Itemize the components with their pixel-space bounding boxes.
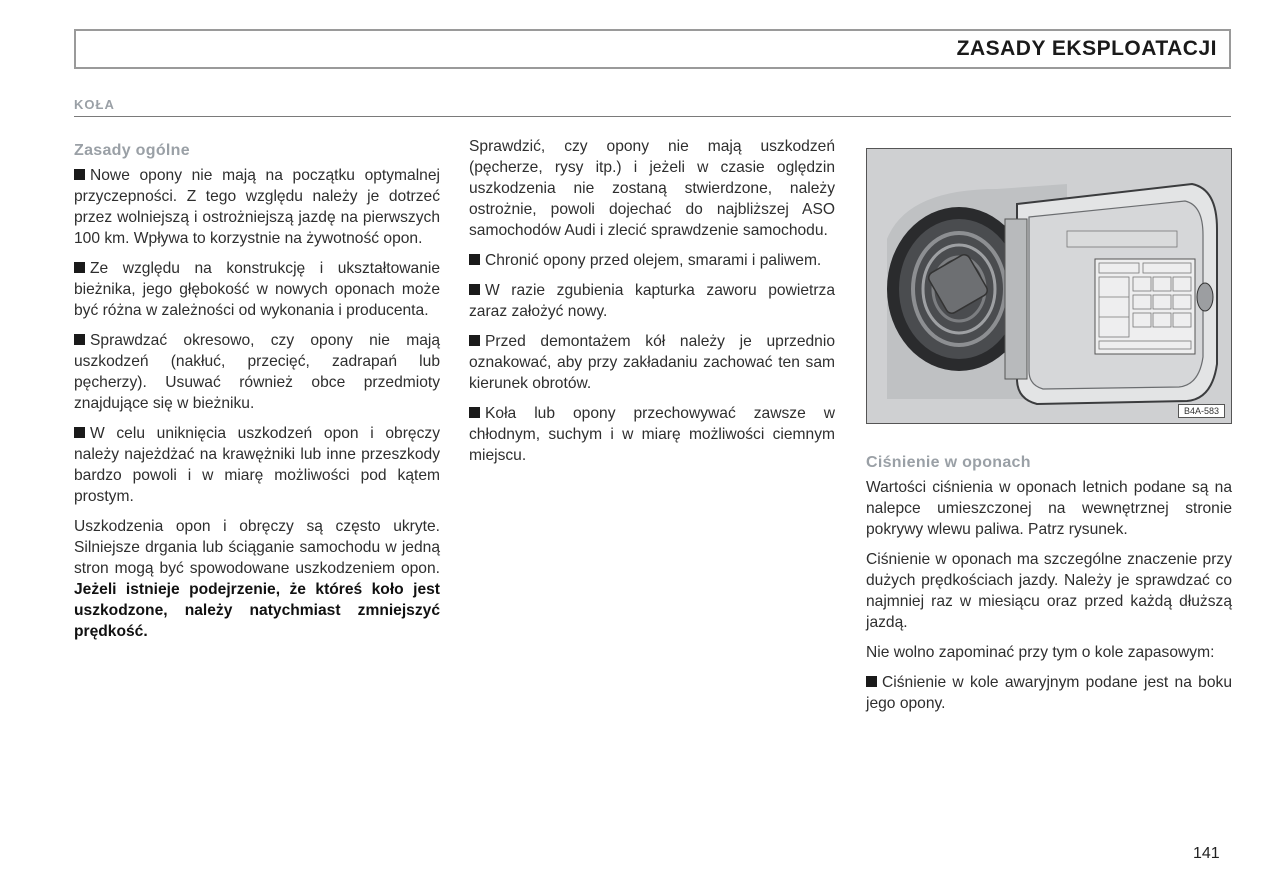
subheading-general-rules: Zasady ogólne xyxy=(74,142,190,159)
bullet-square-icon xyxy=(74,262,85,273)
warning-text: Jeżeli istnieje podejrzenie, że któreś koło jest uszkodzone, należy natychmiast zmniejszyć prędkość. xyxy=(74,581,440,640)
section-label: KOŁA xyxy=(74,97,115,112)
fuel-flap-figure xyxy=(866,148,1232,424)
bullet-square-icon xyxy=(469,284,480,295)
bullet-square-icon xyxy=(74,334,85,345)
paragraph: Koła lub opony przechowywać zawsze w chłodnym, suchym i w miarę możliwości ciemnym miejscu. xyxy=(469,405,835,464)
chapter-header-box xyxy=(74,29,1231,69)
paragraph: Chronić opony przed olejem, smarami i paliwem. xyxy=(469,250,835,271)
column-1 xyxy=(74,140,440,651)
subheading-tyre-pressure: Ciśnienie w oponach xyxy=(866,454,1031,471)
bullet-square-icon xyxy=(866,676,877,687)
paragraph: Sprawdzić, czy opony nie mają uszkodzeń (pęcherze, rysy itp.) i jeżeli w czasie oględzin uszkodzenia nie zostaną stwierdzone, należy ostrożnie, powoli dojechać do najbliższej ASO samochodów Audi i zlecić sprawdzenie samochodu. xyxy=(469,138,835,239)
bullet-square-icon xyxy=(74,169,85,180)
chapter-title: ZASADY EKSPLOATACJI xyxy=(956,37,1217,60)
fuel-flap-illustration-icon xyxy=(867,149,1231,423)
paragraph: Sprawdzać okresowo, czy opony nie mają uszkodzeń (nakłuć, przecięć, zadrapań lub pęcherzy). Usuwać również obce przedmioty znajdujące się w bieżniku. xyxy=(74,332,440,412)
bullet-square-icon xyxy=(74,427,85,438)
bullet-square-icon xyxy=(469,254,480,265)
figure-code-label: B4A-583 xyxy=(1178,404,1225,418)
bullet-square-icon xyxy=(469,335,480,346)
paragraph: Ciśnienie w kole awaryjnym podane jest na boku jego opony. xyxy=(866,674,1232,712)
paragraph: W razie zgubienia kapturka zaworu powietrza zaraz założyć nowy. xyxy=(469,282,835,320)
paragraph: W celu uniknięcia uszkodzeń opon i obręczy należy najeżdżać na krawężniki lub inne przeszkody bardzo powoli i w miarę możliwości pod kątem prostym. xyxy=(74,425,440,505)
column-2 xyxy=(469,136,835,475)
paragraph: Nowe opony nie mają na początku optymalnej przyczepności. Z tego względu należy je dotrzeć przez wolniejszą i ostrożniejszą jazdę na pierwszych 100 km. Wpływa to korzystnie na żywotność opon. xyxy=(74,167,440,247)
paragraph: Nie wolno zapominać przy tym o kole zapasowym: xyxy=(866,644,1215,661)
section-divider xyxy=(74,116,1231,117)
paragraph: Przed demontażem kół należy je uprzednio oznakować, aby przy zakładaniu zachować ten sam kierunek obrotów. xyxy=(469,333,835,392)
paragraph: Wartości ciśnienia w oponach letnich podane są na nalepce umieszczonej na wewnętrznej stronie pokrywy wlewu paliwa. Patrz rysunek. xyxy=(866,479,1232,538)
column-3 xyxy=(866,452,1232,723)
paragraph: Ciśnienie w oponach ma szczególne znaczenie przy dużych prędkościach jazdy. Należy je sprawdzać co najmniej raz w miesiącu oraz przed każdą dłuższą jazdą. xyxy=(866,551,1232,631)
bullet-square-icon xyxy=(469,407,480,418)
page-number: 141 xyxy=(1193,845,1220,862)
paragraph: Uszkodzenia opon i obręczy są często ukryte. Silniejsze drgania lub ściąganie samochodu w jedną stron mogą być spowodowane uszkodzeniem opon. Jeżeli istnieje podejrzenie, że któreś koło jest uszkodzone, należy natychmiast zmniejszyć prędkość. xyxy=(74,518,440,640)
paragraph: Ze względu na konstrukcję i ukształtowanie bieżnika, jego głębokość w nowych oponach może być różna w zależności od wykonania i producenta. xyxy=(74,260,440,319)
